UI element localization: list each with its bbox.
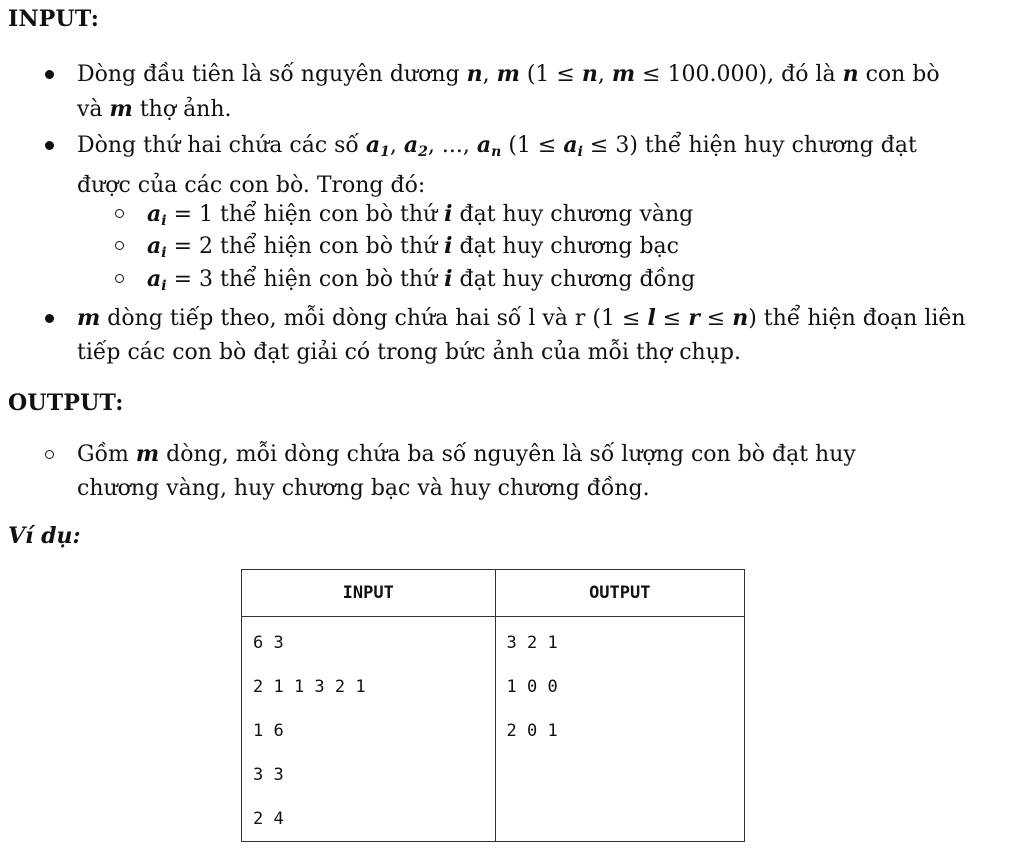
sub-bullet-icon xyxy=(115,209,124,218)
table-input-column xyxy=(242,617,496,842)
example-table xyxy=(241,569,745,842)
sub-bullet-icon xyxy=(115,241,124,250)
output-line: 2 0 1 xyxy=(506,721,558,741)
output-bullet-line-1: Gồm m dòng, mỗi dòng chứa ba số nguyên là số lượng con bò đạt huy xyxy=(77,441,856,467)
input-bullet-3-line-1: m dòng tiếp theo, mỗi dòng chứa hai số l và r (1 ≤ l ≤ r ≤ n) thể hiện đoạn liên xyxy=(77,305,966,331)
output-bullet xyxy=(77,437,856,506)
output-heading: OUTPUT: xyxy=(8,390,124,416)
table-output-column xyxy=(495,617,744,842)
sub-bullet-2: $a_i = 2$ thể hiện con bò thứ i đạt huy chương bạc xyxy=(147,233,679,261)
input-bullet-2-line-1: Dòng thứ hai chứa các số $a_1$, $a_2$, ..., $a_n$ $(1 \le a_i \le 3)$ thể hiện huy chương đạt xyxy=(77,132,917,160)
output-line: 3 2 1 xyxy=(506,633,558,653)
input-line: 1 6 xyxy=(253,721,284,741)
table-header-output: OUTPUT xyxy=(495,570,744,617)
bullet-icon xyxy=(45,70,54,79)
input-line: 3 3 xyxy=(253,765,284,785)
sub-bullet-icon xyxy=(115,274,124,283)
sub-bullet-1: $a_i = 1$ thể hiện con bò thứ i đạt huy chương vàng xyxy=(147,201,694,229)
input-bullet-3-line-2: tiếp các con bò đạt giải có trong bức ảnh của mỗi thợ chụp. xyxy=(77,340,741,365)
input-bullet-1-line-1: Dòng đầu tiên là số nguyên dương n, m (1 ≤ n, m ≤ 100.000), đó là n con bò xyxy=(77,61,940,87)
input-bullet-1-line-2: và m thợ ảnh. xyxy=(77,96,232,122)
input-heading: INPUT: xyxy=(8,6,100,32)
input-line: 2 4 xyxy=(253,809,284,829)
example-heading: Ví dụ: xyxy=(8,523,81,549)
input-line: 6 3 xyxy=(253,633,284,653)
input-bullet-2 xyxy=(77,128,917,203)
output-bullet-line-2: chương vàng, huy chương bạc và huy chương đồng. xyxy=(77,476,650,501)
sub-bullet-icon xyxy=(45,450,54,459)
sub-bullet-3: $a_i = 3$ thể hiện con bò thứ i đạt huy chương đồng xyxy=(147,266,696,294)
input-bullet-1 xyxy=(77,57,940,127)
input-line: 2 1 1 3 2 1 xyxy=(253,677,366,697)
input-bullet-2-line-2: được của các con bò. Trong đó: xyxy=(77,173,426,198)
input-bullet-3 xyxy=(77,301,966,370)
table-header-input: INPUT xyxy=(242,570,496,617)
output-line: 1 0 0 xyxy=(506,677,558,697)
bullet-icon xyxy=(45,314,54,323)
bullet-icon xyxy=(45,141,54,150)
